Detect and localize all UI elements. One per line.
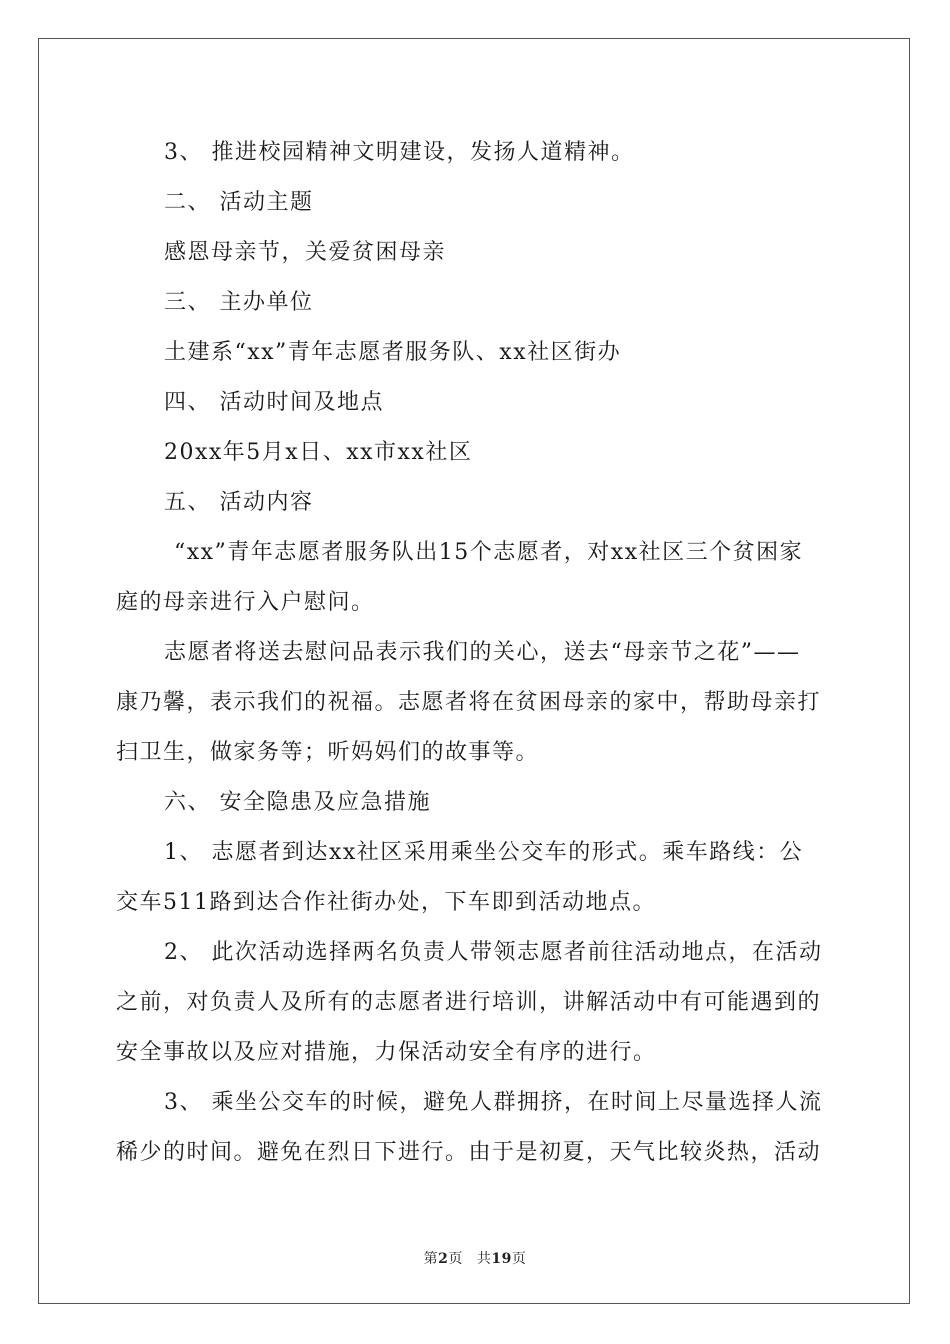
content-paragraph-2-line-2: 康乃馨，表示我们的祝福。志愿者将在贫困母亲的家中，帮助母亲打 — [116, 690, 822, 715]
page-prefix: 第 — [423, 1251, 439, 1267]
document-body — [116, 128, 834, 1178]
content-paragraph-1-line-1: “xx”青年志愿者服务队出15个志愿者，对xx社区三个贫困家 — [174, 540, 804, 565]
page-suffix: 页 — [448, 1251, 463, 1267]
total-suffix: 页 — [511, 1251, 527, 1267]
section-heading-content: 五、 活动内容 — [164, 490, 314, 515]
section-heading-theme: 二、 活动主题 — [164, 190, 314, 215]
page-footer — [0, 1248, 950, 1268]
section-heading-time-place: 四、 活动时间及地点 — [164, 390, 384, 415]
total-prefix: 共 — [476, 1251, 492, 1267]
safety-item-1-line-1: 1、 志愿者到达xx社区采用乘坐公交车的形式。乘车路线：公 — [164, 840, 804, 865]
time-place-text: 20xx年5月x日、xx市xx社区 — [164, 440, 473, 465]
theme-text: 感恩母亲节，关爱贫困母亲 — [164, 240, 447, 265]
safety-item-3-line-1: 3、 乘坐公交车的时候，避免人群拥挤，在时间上尽量选择人流 — [164, 1090, 823, 1115]
safety-item-1-line-2: 交车511路到达合作社街办处，下车即到活动地点。 — [116, 890, 656, 915]
section-heading-organizer: 三、 主办单位 — [164, 290, 314, 315]
page-number: 2 — [438, 1251, 449, 1267]
list-item-goal-3: 3、 推进校园精神文明建设，发扬人道精神。 — [164, 140, 635, 165]
content-paragraph-2-line-1: 志愿者将送去慰问品表示我们的关心，送去“母亲节之花”—— — [164, 640, 801, 665]
safety-item-3-line-2: 稀少的时间。避免在烈日下进行。由于是初夏，天气比较炎热，活动 — [116, 1140, 822, 1165]
safety-item-2-line-1: 2、 此次活动选择两名负责人带领志愿者前往活动地点，在活动 — [164, 940, 823, 965]
content-paragraph-1-line-2: 庭的母亲进行入户慰问。 — [116, 590, 375, 615]
content-paragraph-2-line-3: 扫卫生，做家务等；听妈妈们的故事等。 — [116, 740, 540, 765]
safety-item-2-line-3: 安全事故以及应对措施，力保活动安全有序的进行。 — [116, 1040, 657, 1065]
total-pages: 19 — [491, 1251, 512, 1267]
safety-item-2-line-2: 之前，对负责人及所有的志愿者进行培训，讲解活动中有可能遇到的 — [116, 990, 822, 1015]
organizer-text: 土建系“xx”青年志愿者服务队、xx社区街办 — [164, 340, 622, 365]
section-heading-safety: 六、 安全隐患及应急措施 — [164, 790, 431, 815]
